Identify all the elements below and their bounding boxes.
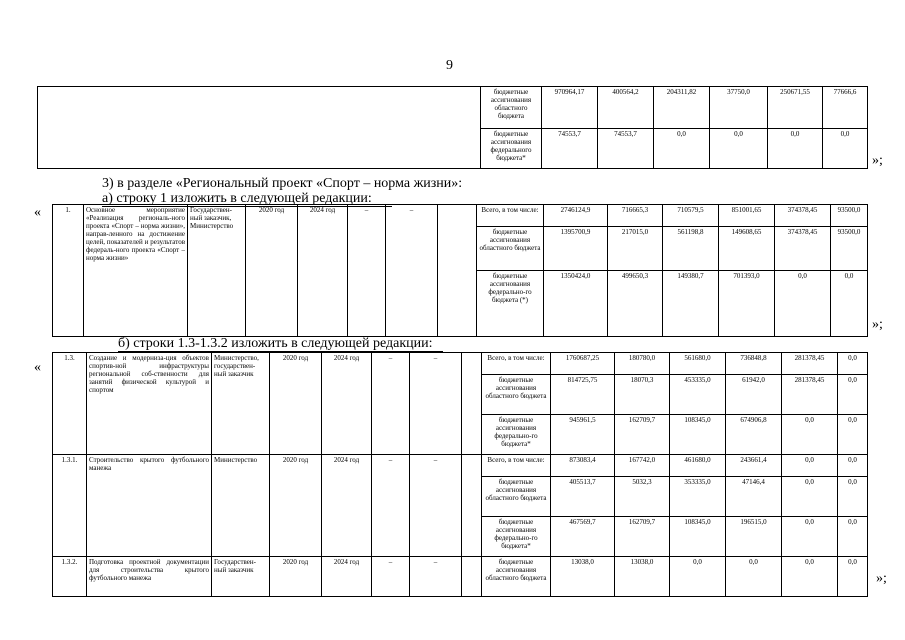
table-row (38, 87, 868, 129)
rows-table (52, 352, 868, 597)
value-cell: 5032,3 (615, 477, 670, 517)
value-cell: 561198,8 (663, 227, 719, 271)
measure-name: Создание и модерниза-ция объектов спортив-ной инфраструктуры региональной соб-ственности для занятий физической культурой и спортом (87, 353, 212, 455)
measure-name: Строительство крытого футбольного манежа (87, 455, 212, 557)
value-cell: 945961,5 (551, 415, 615, 455)
value-cell: 0,0 (710, 129, 768, 169)
value-cell: 37750,0 (710, 87, 768, 129)
value-cell: 467569,7 (551, 517, 615, 557)
value-cell: 0,0 (782, 557, 838, 597)
row-label: бюджетные ассигнования областного бюджета (481, 87, 542, 129)
subheading-b: б) строки 1.3-1.3.2 изложить в следующей редакции: (118, 337, 443, 352)
dash-cell: – (348, 205, 386, 337)
blank-cell (462, 557, 482, 597)
value-cell: 873083,4 (551, 455, 615, 477)
executor: Государствен-ный заказчик (212, 557, 270, 597)
value-cell: 250671,55 (768, 87, 823, 129)
row-label: бюджетные ассигнования областного бюджета (482, 477, 551, 517)
value-cell: 970964,17 (542, 87, 598, 129)
value-cell: 0,0 (838, 517, 868, 557)
value-cell: 0,0 (782, 455, 838, 477)
value-cell: 0,0 (838, 353, 868, 375)
end-year: 2024 год (322, 353, 372, 455)
value-cell: 108345,0 (670, 415, 726, 455)
value-cell: 0,0 (838, 455, 868, 477)
subheading-a: а) строку 1 изложить в следующей редакции: (102, 192, 392, 207)
value-cell: 561680,0 (670, 353, 726, 375)
value-cell: 0,0 (726, 557, 782, 597)
dash-cell: – (410, 455, 462, 557)
value-cell: 167742,0 (615, 455, 670, 477)
dash-cell: – (372, 557, 410, 597)
value-cell: 74553,7 (598, 129, 654, 169)
value-cell: 18070,3 (615, 375, 670, 415)
value-cell: 77666,6 (823, 87, 868, 129)
value-cell: 217015,0 (608, 227, 663, 271)
value-cell: 701393,0 (719, 271, 775, 337)
value-cell: 0,0 (670, 557, 726, 597)
measure-name: Основное мероприятие «Реализация региональ-ного проекта «Спорт – норма жизни», направ-ленного на достижение целей, показателей и результатов федераль-ного проекта «Спорт – норма жизни» (84, 205, 188, 337)
table-row (53, 353, 868, 375)
row-label: Всего, в том числе: (482, 353, 551, 375)
value-cell: 74553,7 (542, 129, 598, 169)
row-label: бюджетные ассигнования областного бюджета (482, 557, 551, 597)
open-quote-1: « (34, 205, 41, 220)
value-cell: 243661,4 (726, 455, 782, 477)
value-cell: 149608,65 (719, 227, 775, 271)
value-cell: 851001,65 (719, 205, 775, 227)
executor: Государствен-ный заказчик, Министерство (188, 205, 246, 337)
end-year: 2024 год (298, 205, 348, 337)
value-cell: 1350424,0 (544, 271, 608, 337)
value-cell: 814725,75 (551, 375, 615, 415)
value-cell: 0,0 (838, 375, 868, 415)
project-table (52, 204, 868, 337)
table-row (53, 557, 868, 597)
value-cell: 93500,0 (831, 205, 868, 227)
value-cell: 400564,2 (598, 87, 654, 129)
value-cell: 716665,3 (608, 205, 663, 227)
row-number: 1.3. (53, 353, 87, 455)
value-cell: 461680,0 (670, 455, 726, 477)
row-label: бюджетные ассигнования областного бюджета (482, 375, 551, 415)
row-number: 1.3.1. (53, 455, 87, 557)
blank-cell (38, 87, 481, 169)
value-cell: 162709,7 (615, 517, 670, 557)
close-quote-2: »; (872, 317, 883, 332)
value-cell: 13038,0 (615, 557, 670, 597)
value-cell: 162709,7 (615, 415, 670, 455)
value-cell: 674906,8 (726, 415, 782, 455)
row-label: Всего, в том числе: (477, 205, 544, 227)
executor: Министерство, государствен-ный заказчик (212, 353, 270, 455)
value-cell: 47146,4 (726, 477, 782, 517)
value-cell: 0,0 (838, 477, 868, 517)
value-cell: 0,0 (654, 129, 710, 169)
blank-cell (438, 205, 477, 337)
value-cell: 499650,3 (608, 271, 663, 337)
value-cell: 0,0 (782, 517, 838, 557)
value-cell: 281378,45 (782, 375, 838, 415)
close-quote-3: »; (876, 571, 887, 586)
value-cell: 453335,0 (670, 375, 726, 415)
dash-cell: – (410, 557, 462, 597)
value-cell: 0,0 (768, 129, 823, 169)
blank-cell (462, 455, 482, 557)
row-label: Всего, в том числе: (482, 455, 551, 477)
end-year: 2024 год (322, 557, 372, 597)
open-quote-2: « (34, 360, 41, 375)
measure-name: Подготовка проектной документации для строительства крытого футбольного манежа (87, 557, 212, 597)
value-cell: 108345,0 (670, 517, 726, 557)
dash-cell: – (372, 353, 410, 455)
value-cell: 281378,45 (782, 353, 838, 375)
close-quote-1: »; (872, 153, 883, 168)
row-label: бюджетные ассигнования областного бюджета (477, 227, 544, 271)
value-cell: 0,0 (831, 271, 868, 337)
value-cell: 149380,7 (663, 271, 719, 337)
value-cell: 736848,8 (726, 353, 782, 375)
start-year: 2020 год (270, 353, 322, 455)
value-cell: 180780,0 (615, 353, 670, 375)
value-cell: 0,0 (838, 557, 868, 597)
value-cell: 0,0 (823, 129, 868, 169)
start-year: 2020 год (246, 205, 298, 337)
start-year: 2020 год (270, 455, 322, 557)
value-cell: 93500,0 (831, 227, 868, 271)
value-cell: 374378,45 (775, 205, 831, 227)
dash-cell: – (372, 455, 410, 557)
continuation-table (37, 86, 868, 169)
dash-cell: – (386, 205, 438, 337)
value-cell: 61942,0 (726, 375, 782, 415)
value-cell: 0,0 (838, 415, 868, 455)
page-number: 9 (446, 58, 453, 73)
row-number: 1. (53, 205, 84, 337)
executor: Министерство (212, 455, 270, 557)
end-year: 2024 год (322, 455, 372, 557)
value-cell: 0,0 (775, 271, 831, 337)
value-cell: 204311,82 (654, 87, 710, 129)
dash-cell: – (410, 353, 462, 455)
blank-cell (462, 353, 482, 455)
value-cell: 405513,7 (551, 477, 615, 517)
value-cell: 374378,45 (775, 227, 831, 271)
value-cell: 1395700,9 (544, 227, 608, 271)
row-label: бюджетные ассигнования федерального бюджета* (481, 129, 542, 169)
start-year: 2020 год (270, 557, 322, 597)
row-number: 1.3.2. (53, 557, 87, 597)
table-row (53, 205, 868, 227)
row-label: бюджетные ассигнования федерально-го бюджета (*) (477, 271, 544, 337)
value-cell: 196515,0 (726, 517, 782, 557)
row-label: бюджетные ассигнования федерально-го бюджета* (482, 517, 551, 557)
section-heading: 3) в разделе «Региональный проект «Спорт – норма жизни»: (102, 176, 463, 191)
value-cell: 0,0 (782, 415, 838, 455)
table-row (53, 455, 868, 477)
value-cell: 0,0 (782, 477, 838, 517)
value-cell: 13038,0 (551, 557, 615, 597)
value-cell: 2746124,9 (544, 205, 608, 227)
value-cell: 710579,5 (663, 205, 719, 227)
value-cell: 1760687,25 (551, 353, 615, 375)
value-cell: 353335,0 (670, 477, 726, 517)
row-label: бюджетные ассигнования федерально-го бюджета* (482, 415, 551, 455)
